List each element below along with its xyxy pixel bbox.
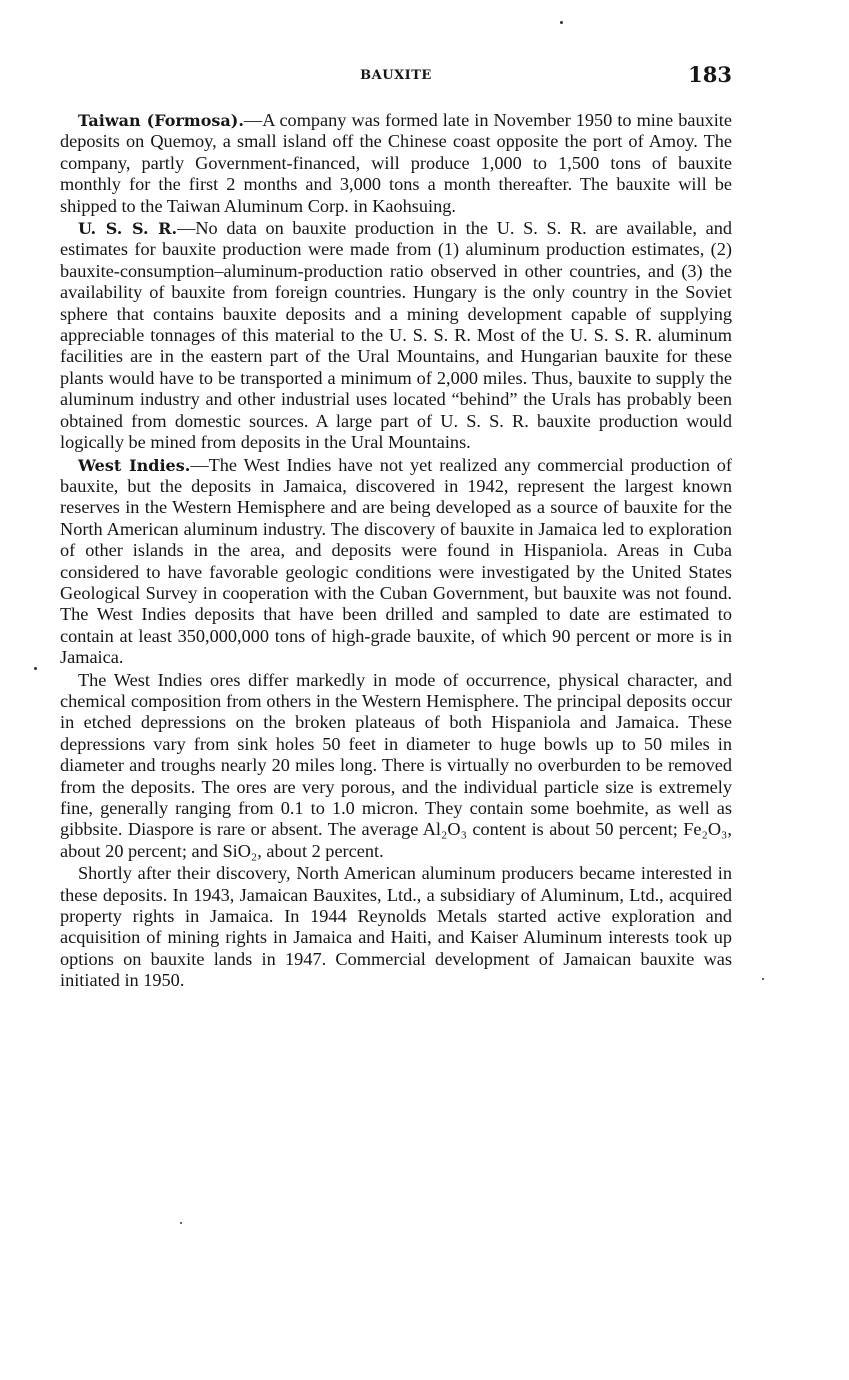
scan-speck — [560, 21, 563, 24]
paragraph-lead: West Indies. — [78, 455, 191, 475]
paragraph-taiwan — [60, 110, 732, 217]
paragraph-lead: Taiwan (Formosa). — [78, 111, 244, 130]
paragraph-text: —No data on bauxite production in the U. S. S. R. are available, and estimates for bauxite production were made from (1) aluminum production estimates, (2) bauxite-consumption–aluminum-production ratio observed in other countries, and (3) the availability of bauxite from foreign countries. Hungary is the only country in the Soviet sphere that contains bauxite deposits and a mining development capable of supplying appreciable tonnages of this material to the U. S. S. R. Most of the U. S. S. R. aluminum facilities are in the eastern part of the Ural Mountains, and Hungarian bauxite for these plants would have to be transported a minimum of 2,000 miles. Thus, bauxite to supply the aluminum industry and other industrial uses located “behind” the Urals has probably been obtained from domestic sources. A large part of U. S. S. R. bauxite production would logically be mined from deposits in the Ural Mountains. — [60, 218, 732, 453]
running-head: BAUXITE — [360, 68, 432, 83]
paragraph-text: Shortly after their discovery, North American aluminum producers became interested in these deposits. In 1943, Jamaican Bauxites, Ltd., a subsidiary of Aluminum, Ltd., acquired property rights in Jamaica. In 1944 Reynolds Metals started active exploration and acquisition of mining rights in Jamaica and Haiti, and Kaiser Aluminum interests took up options on bauxite lands in 1947. Commercial development of Jamaican bauxite was initiated in 1950. — [60, 863, 732, 991]
paragraph-development — [60, 863, 732, 991]
page-header — [60, 62, 732, 94]
paragraph-ore-character — [60, 670, 732, 863]
scan-speck — [34, 667, 37, 670]
paragraph-text: —A company was formed late in November 1950 to mine bauxite deposits on Quemoy, a small island off the Chinese coast opposite the port of Amoy. The company, partly Government-financed, will produce 1,000 to 1,500 tons of bauxite monthly for the first 2 months and 3,000 tons a month thereafter. The bauxite will be shipped to the Taiwan Aluminum Corp. in Kaohsuing. — [60, 110, 732, 216]
paragraph-lead: U. S. S. R. — [78, 219, 178, 239]
paragraph-text: The West Indies ores differ markedly in mode of occurrence, physical character, and chemical composition from others in the Western Hemisphere. The principal deposits occur in etched depressions on the broken plateaus of both Hispaniola and Jamaica. These depressions vary from sink holes 50 feet in diameter to huge bowls up to 50 miles in diameter and troughs nearly 20 miles long. There is virtually no overburden to be removed from the deposits. The ores are very porous, and the individual particle size is extremely fine, generally ranging from 0.1 to 1.0 micron. They contain some boehmite, as well as gibbsite. Diaspore is rare or absent. The average Al₂O₃ content is about 50 percent; Fe₂O₃, about 20 percent; and SiO₂, about 2 percent. — [60, 669, 732, 861]
scan-speck — [180, 1222, 182, 1224]
paragraph-west-indies — [60, 455, 732, 669]
page — [60, 62, 732, 992]
scan-speck — [762, 978, 764, 980]
paragraph-ussr — [60, 218, 732, 453]
paragraph-text: —The West Indies have not yet realized any commercial production of bauxite, but the deposits in Jamaica, discovered in 1942, represent the largest known reserves in the Western Hemisphere and are being developed as a source of bauxite for the North American aluminum industry. The discovery of bauxite in Jamaica led to exploration of other islands in the area, and deposits were found in Hispaniola. Areas in Cuba considered to have favorable geologic conditions were investigated by the United States Geological Survey in cooperation with the Cuban Government, but bauxite was not found. The West Indies deposits that have been drilled and sampled to date are estimated to contain at least 350,000,000 tons of high-grade bauxite, of which 90 percent or more is in Jamaica. — [60, 454, 732, 668]
page-number: 183 — [688, 62, 732, 87]
